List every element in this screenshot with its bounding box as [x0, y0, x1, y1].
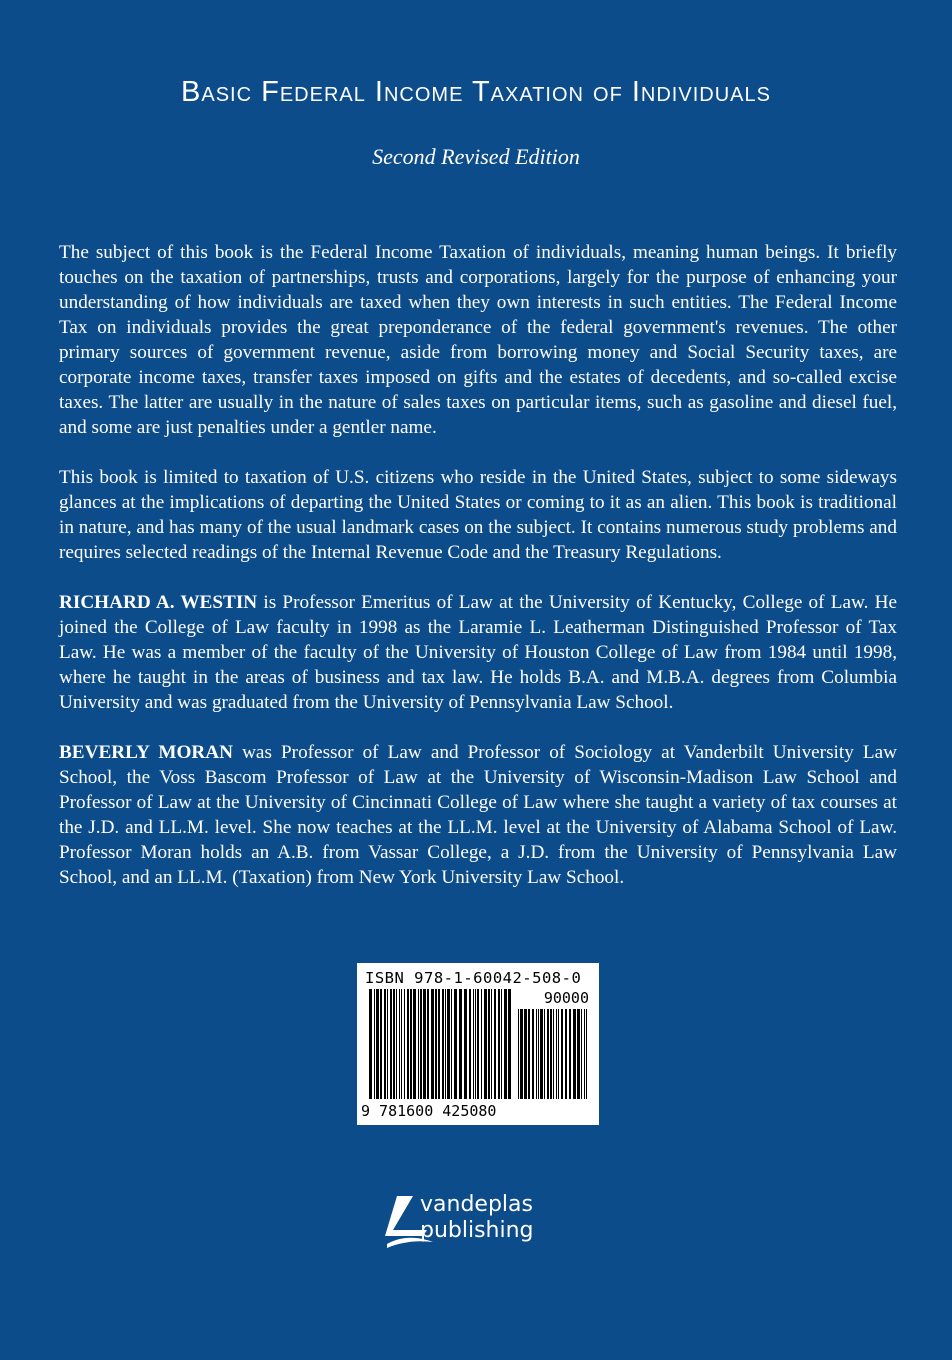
barcode-bar [477, 989, 479, 1099]
barcode-bar [569, 1009, 571, 1099]
barcode-bar [520, 1009, 523, 1099]
barcode-bar [532, 1009, 534, 1099]
isbn-text: ISBN 978-1-60042-508-0 [365, 969, 582, 987]
barcode-bar [494, 989, 496, 1099]
barcode-bar [488, 989, 490, 1099]
barcode-bar [380, 989, 382, 1099]
barcode-bar [473, 989, 474, 1099]
barcode-bar [447, 989, 450, 1099]
barcode-bar [431, 989, 434, 1099]
barcode-bar [550, 1009, 552, 1099]
barcode-bar [393, 989, 395, 1099]
description-paragraph-1: The subject of this book is the Federal Income Taxation of individuals, meaning human beings. It briefly touches on the taxation of partnerships, trusts and corporations, largely for the purpose of enhancing your understanding of how individuals are taxed when they own interests in such entities. The Federal Income Tax on individuals provides the great preponderance of the federal government's revenues. The other primary sources of government revenue, aside from borrowing money and Social Security taxes, are corporate income taxes, transfer taxes imposed on gifts and the estates of decedents, and so-called excise taxes. The latter are usually in the nature of sales taxes on particular items, such as gasoline and diesel fuel, and some are just penalties under a gentler name. [59, 242, 897, 438]
barcode-bar [399, 989, 400, 1099]
barcode-bar [558, 1009, 559, 1099]
barcode-bar [423, 989, 426, 1099]
author-bio-moran [59, 740, 897, 890]
barcode-bar [459, 989, 462, 1099]
barcode-bar [586, 1009, 587, 1099]
barcode-bar [484, 989, 487, 1099]
barcode-bar [528, 1009, 530, 1099]
book-title: Basic Federal Income Taxation of Individuals [181, 76, 771, 108]
barcode-bar [491, 989, 492, 1099]
barcode-bar [508, 989, 511, 1099]
barcode-bar [410, 989, 412, 1099]
barcode-bar [451, 989, 452, 1099]
barcode-bar [396, 989, 397, 1099]
edition-subtitle: Second Revised Edition [372, 144, 580, 169]
barcode-bar [538, 1009, 539, 1099]
author-bio-westin [59, 590, 897, 715]
barcode-bar [464, 989, 467, 1099]
barcode-bar [573, 1009, 576, 1099]
ean-digits: 9 781600 425080 [361, 1102, 497, 1120]
barcode-bar [481, 989, 482, 1099]
barcode-bar [561, 1009, 563, 1099]
barcode-bar [565, 1009, 567, 1099]
barcode-bar [581, 1009, 582, 1099]
barcode-bar [374, 989, 375, 1099]
barcode-bar [584, 1009, 585, 1099]
barcode-bar [435, 989, 437, 1099]
publisher-logo [383, 1180, 583, 1260]
barcode-bar [384, 989, 386, 1099]
barcode-bar [407, 989, 409, 1099]
barcode-bar [556, 1009, 557, 1099]
barcode-bar [376, 989, 379, 1099]
barcode-bar [401, 989, 402, 1099]
description-block [59, 240, 897, 915]
barcode-bar [404, 989, 405, 1099]
barcode-bar [524, 1009, 527, 1099]
barcode-bar [445, 989, 446, 1099]
barcode-bar [475, 989, 476, 1099]
barcode-bar [504, 989, 507, 1099]
barcode-bar [442, 989, 444, 1099]
barcode-bar [544, 1009, 545, 1099]
author-bio-text-westin: is Professor Emeritus of Law at the University of Kentucky, College of Law. He joined the College of Law faculty in 1998 as the Laramie L. Leatherman Distinguished Professor of Tax Law. He was a member of the faculty of the University of Houston College of Law from 1984 until 1998, where he taught in the areas of business and tax law. He holds B.A. and M.B.A. degrees from Columbia University and was graduated from the University of Pennsylvania Law School. [59, 592, 897, 713]
barcode-bar [547, 1009, 549, 1099]
barcode-bar [469, 989, 471, 1099]
barcode-bar [577, 1009, 580, 1099]
barcode-bar [427, 989, 429, 1099]
description-paragraph-2: This book is limited to taxation of U.S. citizens who reside in the United States, subject to some sideways glances at the implications of departing the United States or coming to it as an alien. This book is traditional in nature, and has many of the usual landmark cases on the subject. It contains numerous study problems and requires selected readings of the Internal Revenue Code and the Treasury Regulations. [59, 467, 897, 563]
price-code: 90000 [543, 989, 589, 1007]
barcode-bar [369, 989, 372, 1099]
ean-barcode-bars [369, 989, 511, 1099]
barcode-bar [536, 1009, 537, 1099]
barcode-bar [390, 989, 392, 1099]
barcode-bar [438, 989, 440, 1099]
barcode-bar [553, 1009, 554, 1099]
author-name-westin: RICHARD A. WESTIN [59, 592, 258, 613]
author-name-moran: BEVERLY MORAN [59, 742, 233, 763]
barcode-bar [420, 989, 422, 1099]
barcode-bar [413, 989, 416, 1099]
isbn-barcode [357, 963, 599, 1125]
publisher-name-line2: publishing [420, 1218, 534, 1243]
author-bio-text-moran: was Professor of Law and Professor of Sociology at Vanderbilt University Law School, the Voss Bascom Professor of Law at the University of Wisconsin-Madison Law School and Professor of Law at the University of Cincinnati College of Law where she taught a variety of tax courses at the J.D. and LL.M. level. She now teaches at the LL.M. level at the University of Alabama School of Law. Professor Moran holds an A.B. from Vassar College, a J.D. from the University of Pennsylvania Law School, and an LL.M. (Taxation) from New York University Law School. [59, 742, 897, 888]
barcode-bar [418, 989, 419, 1099]
barcode-bar [387, 989, 388, 1099]
barcode-bar [540, 1009, 543, 1099]
barcode-bar [498, 989, 500, 1099]
barcode-bar [518, 1009, 519, 1099]
barcode-bar [454, 989, 457, 1099]
barcode-bar [501, 989, 502, 1099]
publisher-name-line1: vandeplas [420, 1192, 533, 1217]
price-barcode-bars [518, 1009, 588, 1099]
